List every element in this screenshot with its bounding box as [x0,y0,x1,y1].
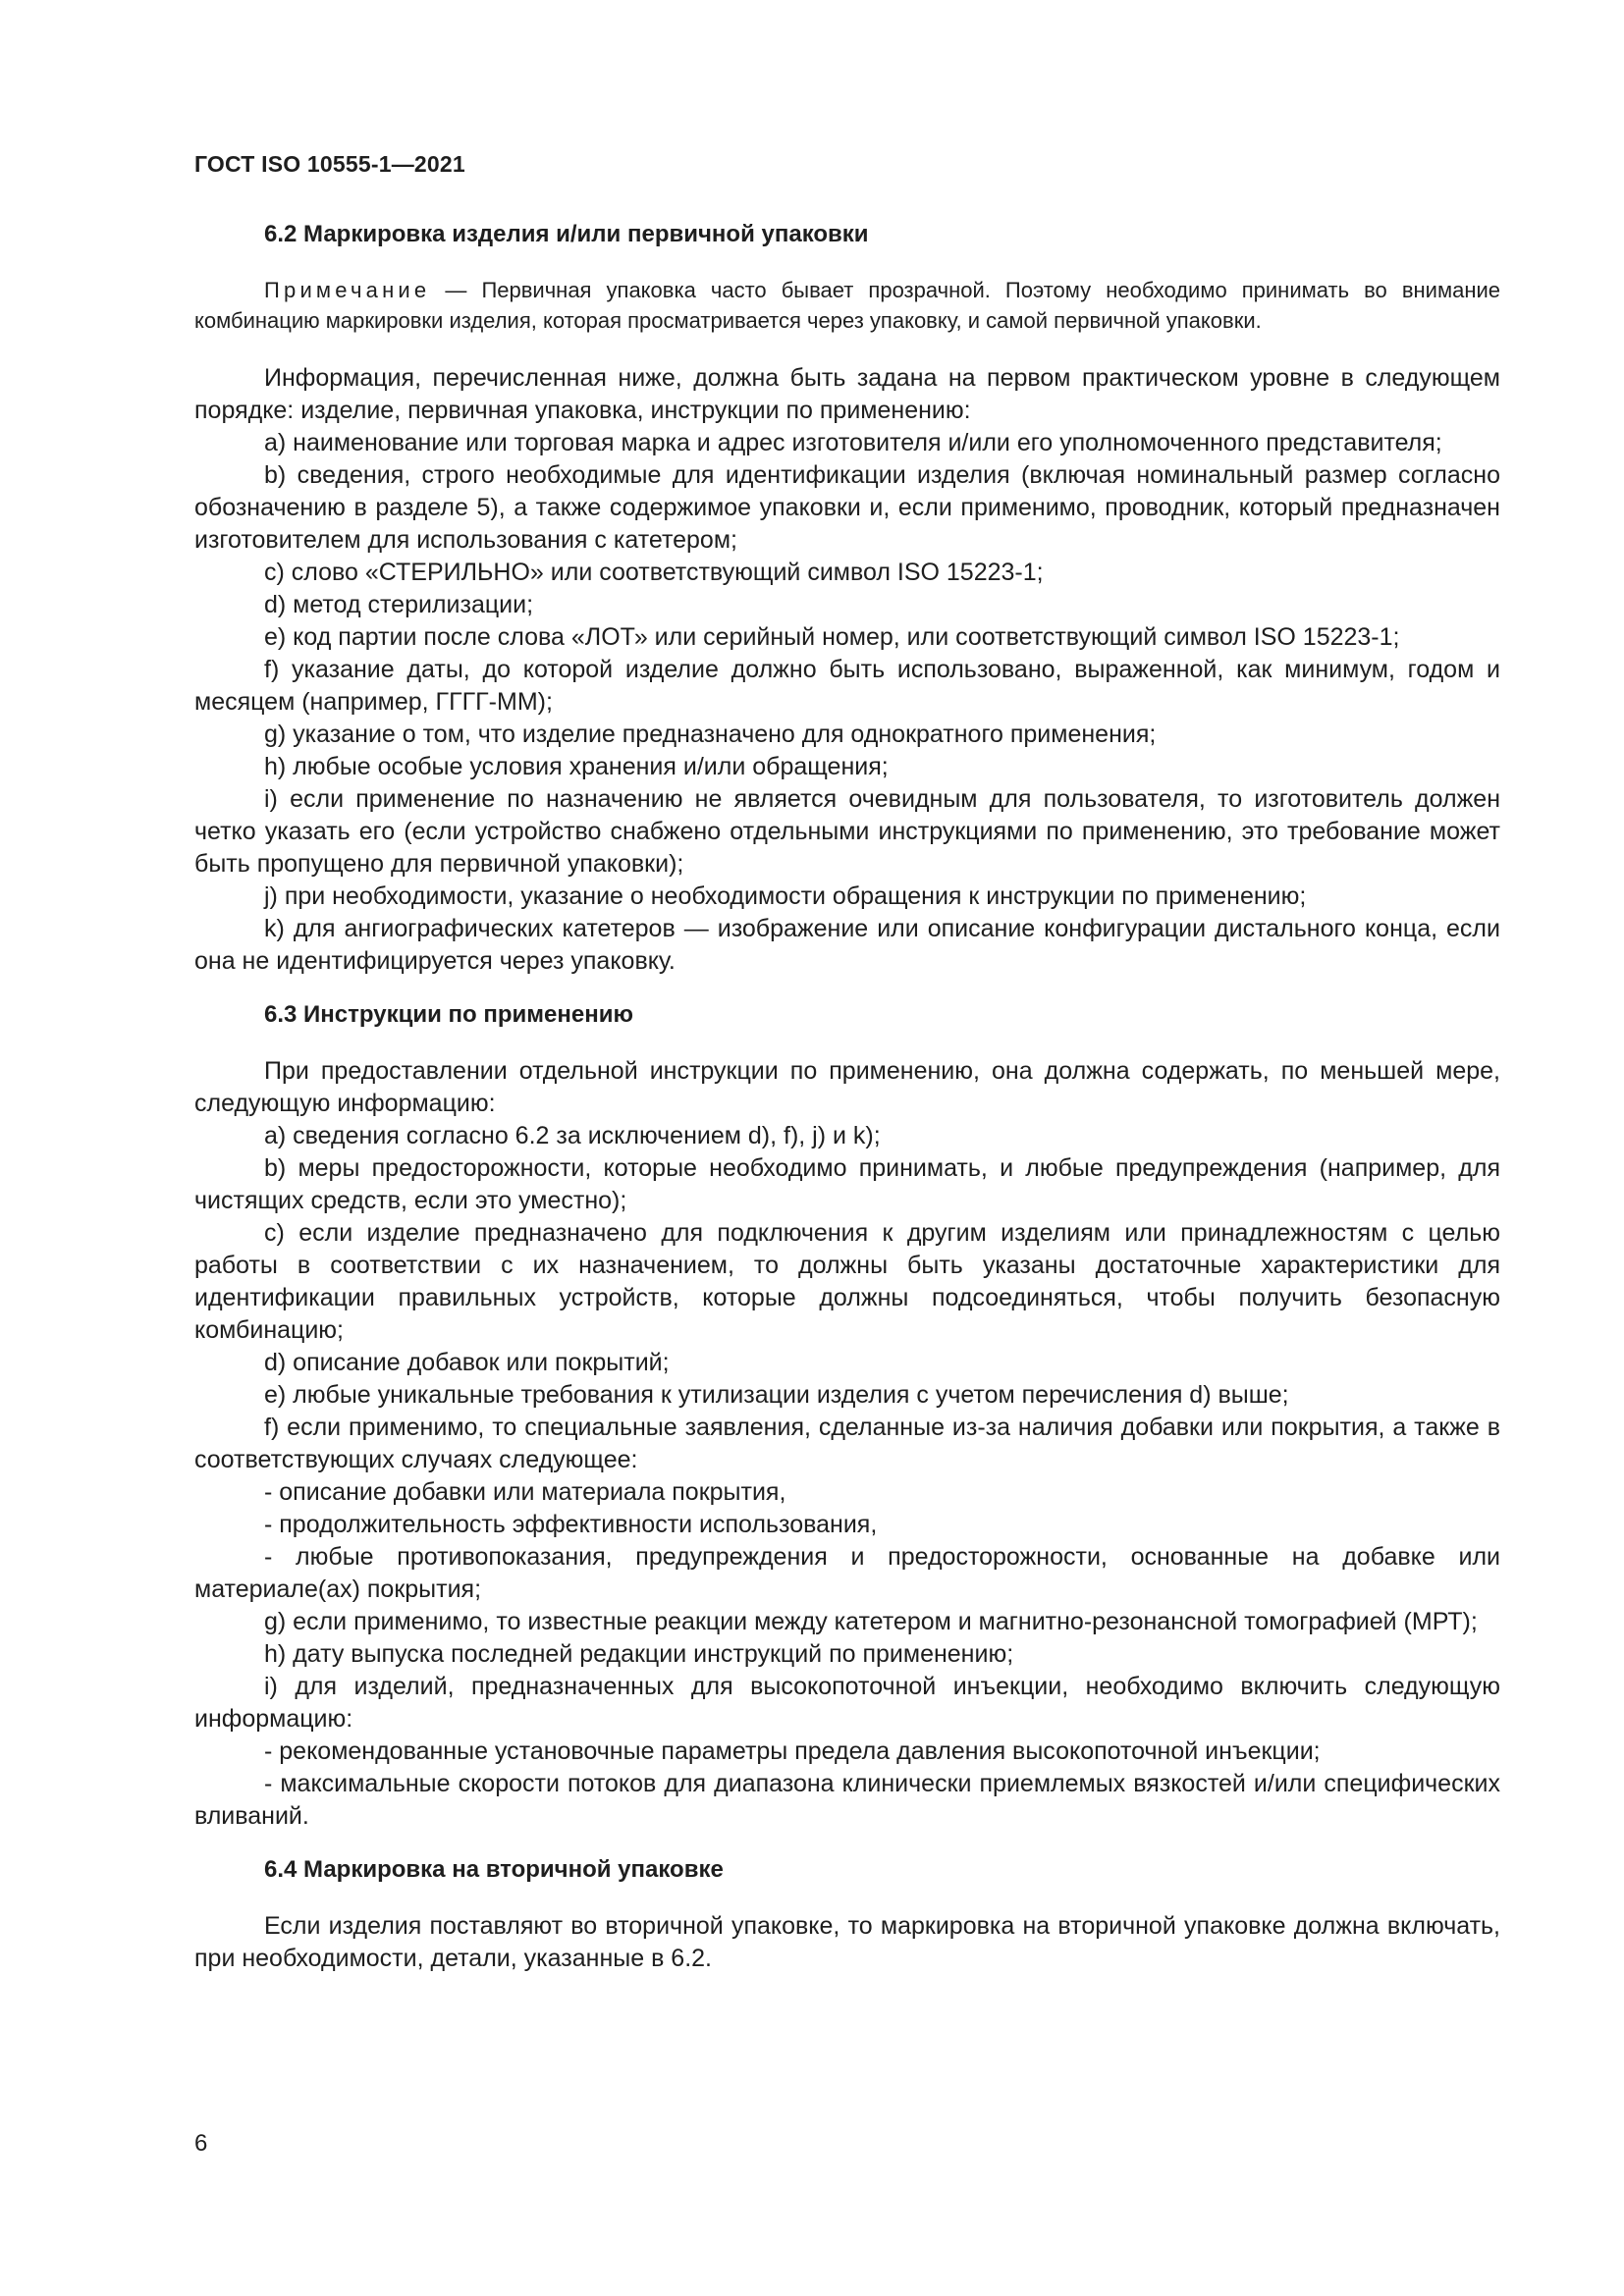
list-item: d) метод стерилизации; [264,591,534,618]
document-header: ГОСТ ISO 10555-1—2021 [194,151,465,177]
list-item: i) если применение по назначению не является очевидным для пользователя, то изготовитель должен четко указать его (если устройство снабжено отдельными инструкциями по применению, это требование может быть пропущено для первичной упаковки); [194,785,1500,878]
note-paragraph [194,275,1500,336]
section-6-3-title: 6.3 Инструкции по применению [264,1001,633,1028]
note-text: — Первичная упаковка часто бывает прозрачной. Поэтому необходимо принимать во внимание комбинацию маркировки изделия, которая просматривается через упаковку, и самой первичной упаковки. [194,278,1500,333]
section-6-2-title: 6.2 Маркировка изделия и/или первичной упаковки [264,221,869,247]
section-6-4-text: Если изделия поставляют во вторичной упаковке, то маркировка на вторичной упаковке должна включать, при необходимости, детали, указанные в 6.2. [194,1912,1500,1972]
list-item: e) код партии после слова «ЛОТ» или серийный номер, или соответствующий символ ISO 15223-1; [264,623,1400,651]
list-item: h) любые особые условия хранения и/или обращения; [264,753,889,780]
list-item: c) если изделие предназначено для подключения к другим изделиям или принадлежностям с целью работы в соответствии с их назначением, то должны быть указаны достаточные характеристики для идентификации правильных устройств, которые должны подсоединяться, чтобы получить безопасную комбинацию; [194,1219,1500,1344]
spacer [194,978,1500,998]
list-item: d) описание добавок или покрытий; [264,1349,670,1376]
section-6-2-intro: Информация, перечисленная ниже, должна быть задана на первом практическом уровне в следующем порядке: изделие, первичная упаковка, инструкции по применению: [194,364,1500,424]
list-item: f) если применимо, то специальные заявления, сделанные из-за наличия добавки или покрытия, а также в соответствующих случаях следующее: [194,1414,1500,1473]
list-item: b) сведения, строго необходимые для идентификации изделия (включая номинальный размер согласно обозначению в разделе 5), а также содержимое упаковки и, если применимо, проводник, который предназначен изготовителем для использования с катетером; [194,461,1500,554]
list-item: f) указание даты, до которой изделие должно быть использовано, выраженной, как минимум, годом и месяцем (например, ГГГГ-ММ); [194,656,1500,716]
section-6-3-intro: При предоставлении отдельной инструкции по применению, она должна содержать, по меньшей мере, следующую информацию: [194,1057,1500,1117]
list-item: k) для ангиографических катетеров — изображение или описание конфигурации дистального конца, если она не идентифицируется через упаковку. [194,915,1500,975]
list-item: b) меры предосторожности, которые необходимо принимать, и любые предупреждения (например, для чистящих средств, если это уместно); [194,1154,1500,1214]
document-body [194,218,1500,1975]
list-item: i) для изделий, предназначенных для высокопоточной инъекции, необходимо включить следующую информацию: [194,1673,1500,1733]
list-item: - описание добавки или материала покрытия, [264,1478,786,1506]
list-item: g) если применимо, то известные реакции между катетером и магнитно-резонансной томографией (МРТ); [264,1608,1478,1635]
note-label: Примечание [264,278,431,302]
list-item: - продолжительность эффективности использования, [264,1511,878,1538]
list-item: a) сведения согласно 6.2 за исключением d), f), j) и k); [264,1122,881,1149]
list-item: a) наименование или торговая марка и адрес изготовителя и/или его уполномоченного представителя; [264,429,1442,456]
list-item: - максимальные скорости потоков для диапазона клинически приемлемых вязкостей и/или специфических вливаний. [194,1770,1500,1830]
list-item: - любые противопоказания, предупреждения и предосторожности, основанные на добавке или материале(ах) покрытия; [194,1543,1500,1603]
list-item: h) дату выпуска последней редакции инструкций по применению; [264,1640,1014,1668]
list-item: - рекомендованные установочные параметры предела давления высокопоточной инъекции; [264,1737,1321,1765]
list-item: g) указание о том, что изделие предназначено для однократного применения; [264,721,1157,748]
list-item: e) любые уникальные требования к утилизации изделия с учетом перечисления d) выше; [264,1381,1289,1409]
page-number: 6 [194,2130,208,2157]
spacer [194,1833,1500,1853]
section-6-4-title: 6.4 Маркировка на вторичной упаковке [264,1856,724,1883]
list-item: c) слово «СТЕРИЛЬНО» или соответствующий символ ISO 15223-1; [264,559,1044,586]
list-item: j) при необходимости, указание о необходимости обращения к инструкции по применению; [264,882,1307,910]
